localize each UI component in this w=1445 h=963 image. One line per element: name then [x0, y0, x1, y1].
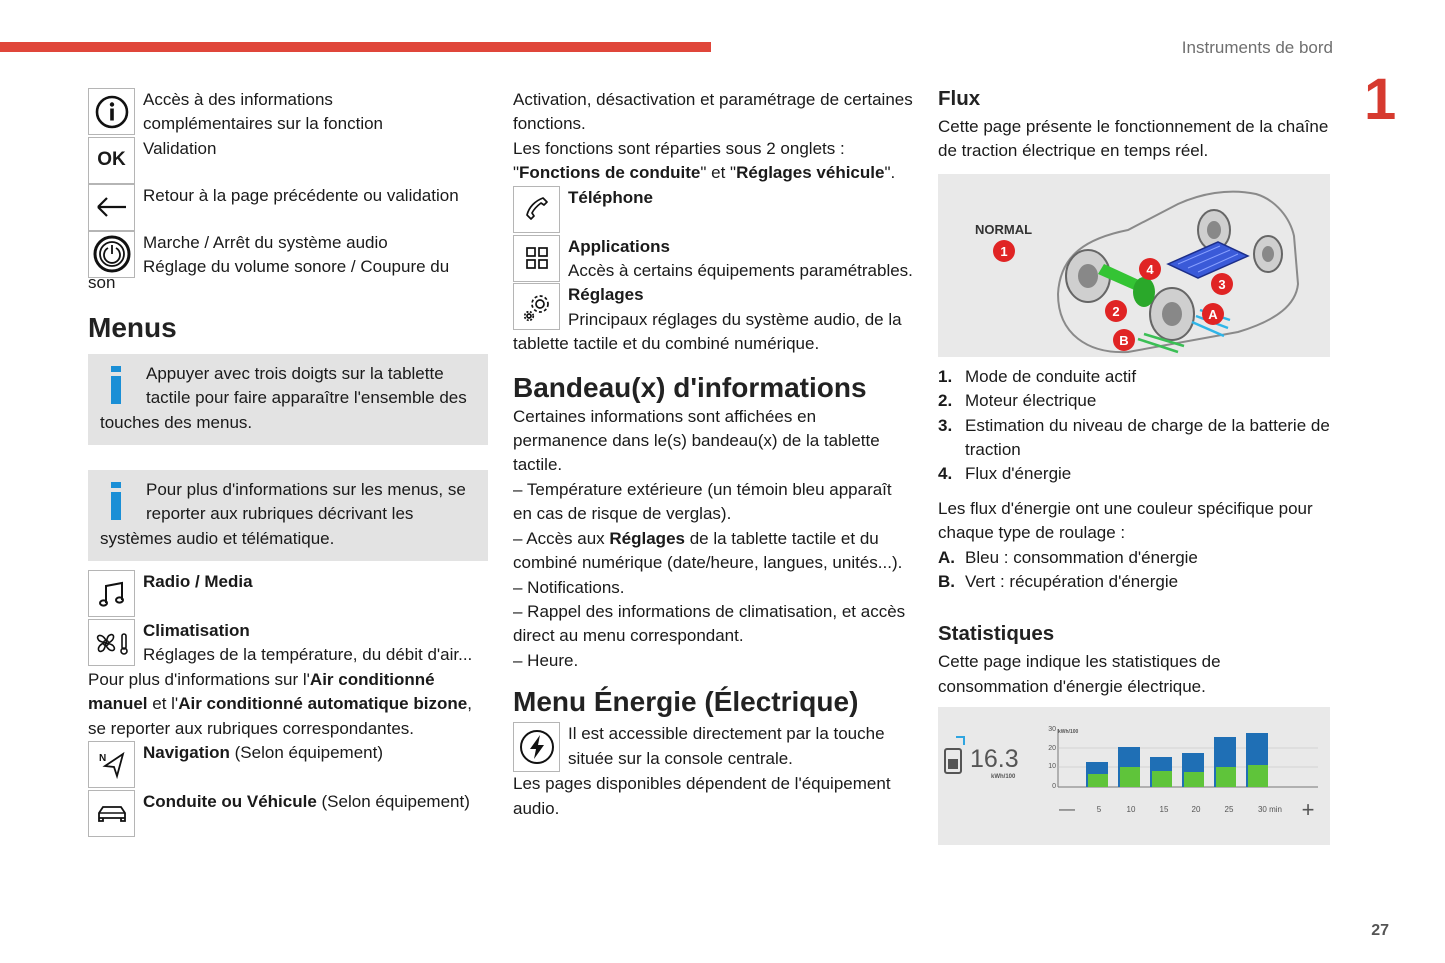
flux-desc: Cette page présente le fonctionnement de la chaîne de traction électrique en temps réel.: [938, 117, 1329, 161]
y-tick: 0: [1052, 783, 1056, 791]
apps-desc: Accès à certains équipements paramétrables.: [568, 261, 913, 281]
ok-icon: OK: [88, 137, 135, 184]
settings-desc: Principaux réglages du système audio, de la tablette tactile et du combiné numérique.: [513, 309, 902, 354]
column-1: [88, 88, 488, 837]
stats-screen: [938, 707, 1330, 845]
stats-value: 16.3: [970, 745, 1019, 774]
conduite-label: Conduite ou Véhicule (Selon équipement): [143, 792, 470, 812]
marker-1: 1: [1000, 243, 1008, 259]
header-accent-bar: [0, 42, 711, 52]
column-3: [938, 88, 1333, 845]
x-tick: 20: [1191, 805, 1201, 815]
y-tick: 30: [1048, 726, 1056, 734]
x-tick: 10: [1126, 805, 1136, 815]
zoom-in-button[interactable]: +: [1301, 797, 1315, 823]
marker-B: B: [1119, 332, 1129, 348]
y-tick: 20: [1048, 745, 1056, 753]
clim-label: Climatisation: [143, 621, 250, 641]
intro-text-2: Les fonctions sont réparties sous 2 onglets : "Fonctions de conduite" et "Réglages véhicule".: [513, 138, 896, 183]
radio-label: Radio / Media: [143, 572, 253, 592]
list-item: 2. Moteur électrique: [938, 391, 1097, 411]
note-1-text: Appuyer avec trois doigts sur la tablette tactile pour faire apparaître l'ensemble des touches des menus.: [100, 364, 467, 432]
list-item: A. Bleu : consommation d'énergie: [938, 547, 1198, 567]
list-item: 3. Estimation du niveau de charge de la batterie de traction: [938, 415, 1330, 460]
stats-desc: Cette page indique les statistiques de consommation d'énergie électrique.: [938, 652, 1221, 696]
bandeau-intro: Certaines informations sont affichées en permanence dans le(s) bandeau(x) de la tablette tactile.: [513, 406, 880, 475]
radio-row: [88, 570, 488, 617]
apps-grid-icon: [513, 235, 560, 282]
energie-row: [513, 722, 913, 772]
battery-plug-icon: [945, 737, 964, 773]
zoom-out-button[interactable]: —: [1059, 801, 1075, 819]
conduite-row: [88, 790, 488, 837]
x-tick: 25: [1224, 805, 1234, 815]
gear-icon: [513, 283, 560, 330]
colors-intro: Les flux d'énergie ont une couleur spécifique pour chaque type de roulage :: [938, 498, 1313, 543]
apps-label: Applications: [568, 236, 671, 256]
info-row: [88, 88, 488, 137]
bandeau-item: – Notifications.: [513, 577, 625, 597]
marker-4: 4: [1146, 261, 1154, 277]
navigation-icon: [88, 741, 135, 788]
energie-heading: Menu Énergie (Électrique): [513, 686, 859, 718]
energie-desc: Il est accessible directement par la touche située sur la console centrale.: [568, 724, 885, 768]
info-note-icon: [110, 366, 130, 406]
marker-2: 2: [1112, 303, 1120, 319]
flux-diagram: [938, 174, 1330, 357]
y-tick: 10: [1048, 763, 1056, 771]
bandeau-item: – Accès aux Réglages de la tablette tactile et du combiné numérique (date/heure, langues, unités...).: [513, 528, 903, 573]
back-label: Retour à la page précédente ou validation: [143, 185, 459, 205]
stats-heading: Statistiques: [938, 622, 1055, 646]
mode-label: NORMAL: [975, 221, 1033, 237]
intro-text-1: Activation, désactivation et paramétrage de certaines fonctions.: [513, 90, 913, 134]
back-row: [88, 184, 488, 231]
bandeau-item: – Rappel des informations de climatisation, et accès direct au menu correspondant.: [513, 601, 906, 646]
phone-row: [513, 186, 913, 233]
note-2-text: Pour plus d'informations sur les menus, se reporter aux rubriques décrivant les systèmes audio et télématique.: [100, 480, 466, 548]
marker-3: 3: [1218, 276, 1226, 292]
info-icon: [88, 88, 135, 135]
ok-label: Validation: [143, 138, 217, 158]
menus-heading: Menus: [88, 312, 177, 344]
stats-unit: kWh/100: [991, 774, 1016, 781]
car-icon: [88, 790, 135, 837]
bandeau-item: – Heure.: [513, 650, 579, 670]
clim-more: Pour plus d'informations sur l'Air conditionné manuel et l'Air conditionné automatique bizone, se reporter aux rubriques correspondantes.: [88, 669, 472, 738]
bandeau-item: – Température extérieure (un témoin bleu apparaît en cas de risque de verglas).: [513, 479, 892, 524]
note-box-1: [88, 354, 488, 445]
clim-desc: Réglages de la température, du débit d'air...: [143, 645, 473, 665]
chapter-number: 1: [1364, 67, 1397, 132]
apps-row: [513, 235, 913, 284]
nav-label: Navigation (Selon équipement): [143, 743, 383, 763]
power-row: [88, 231, 488, 280]
section-title: Instruments de bord: [1181, 38, 1333, 57]
phone-icon: [513, 186, 560, 233]
music-note-icon: [88, 570, 135, 617]
svg-text:N: N: [98, 752, 106, 764]
note-box-2: [88, 470, 488, 561]
page-number: 27: [1371, 922, 1389, 939]
info-label: Accès à des informations complémentaires sur la fonction: [143, 90, 384, 134]
settings-row: [513, 283, 913, 356]
x-tick: 15: [1159, 805, 1169, 815]
flux-heading: Flux: [938, 87, 981, 110]
energie-pages: Les pages disponibles dépendent de l'équipement audio.: [513, 774, 891, 818]
nav-row: [88, 741, 488, 788]
list-item: B. Vert : récupération d'énergie: [938, 572, 1179, 592]
settings-label: Réglages: [568, 285, 644, 305]
flux-legend-list: [938, 365, 1333, 487]
list-item: 1. Mode de conduite actif: [938, 366, 1137, 386]
info-note-icon: [110, 482, 130, 522]
fan-icon: [88, 619, 135, 666]
marker-A: A: [1208, 306, 1218, 322]
column-2: [513, 88, 913, 821]
colors-list: [938, 546, 1333, 595]
ok-row: [88, 137, 488, 184]
power-label-cont: son: [88, 272, 116, 292]
back-arrow-icon: [88, 184, 135, 231]
bandeau-heading: Bandeau(x) d'informations: [513, 371, 867, 403]
power-label: Marche / Arrêt du système audio Réglage du volume sonore / Coupure du: [143, 232, 450, 277]
x-tick: 30 min: [1257, 805, 1283, 815]
y-unit: kWh/100: [1058, 729, 1079, 736]
x-tick: 5: [1096, 805, 1102, 815]
list-item: 4. Flux d'énergie: [938, 464, 1072, 484]
energy-bolt-icon: [513, 722, 560, 772]
phone-label: Téléphone: [568, 187, 654, 207]
clim-row: [88, 619, 488, 668]
